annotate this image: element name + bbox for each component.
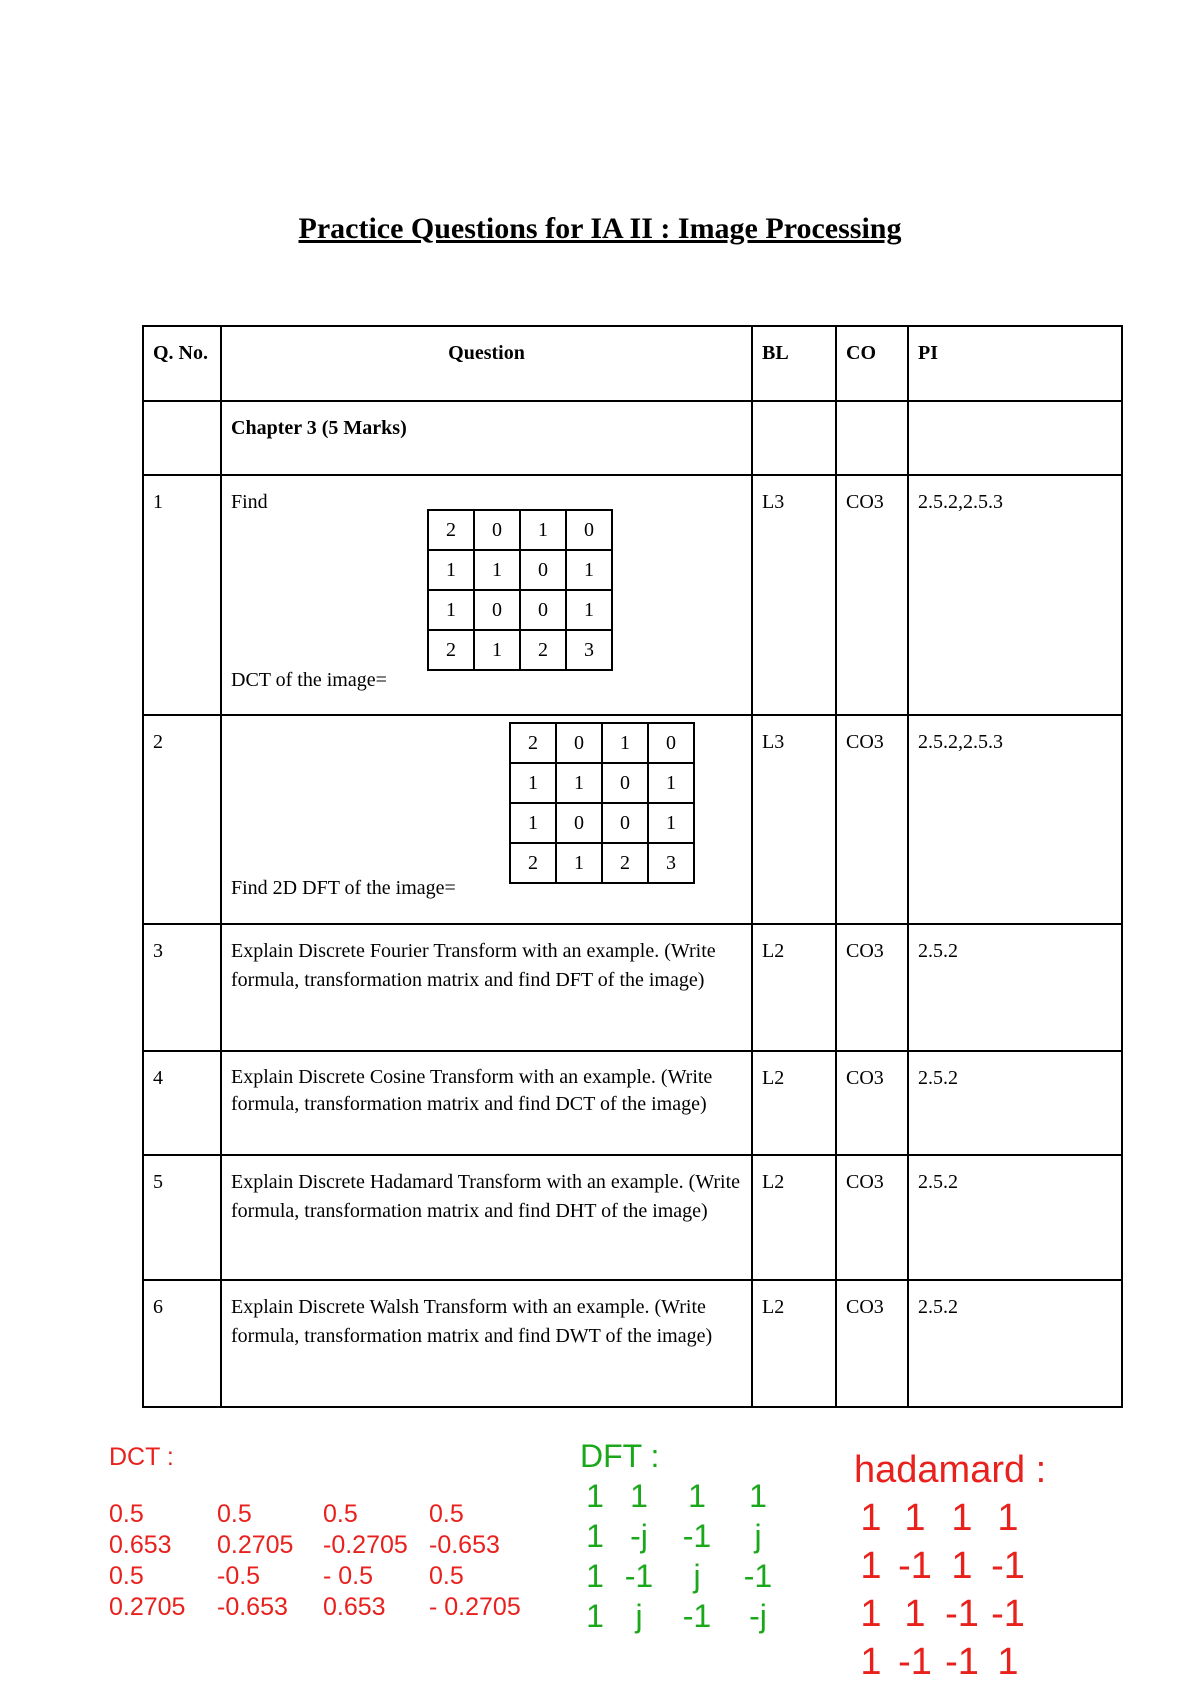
hadamard-row — [854, 1542, 1046, 1590]
hadamard-value: 1 — [997, 1641, 1019, 1683]
hadamard-row — [854, 1590, 1046, 1638]
q-pi: 2.5.2 — [908, 1280, 1122, 1407]
chapter-row — [143, 401, 1122, 475]
hadamard-value: 1 — [904, 1497, 926, 1539]
dft-answer-note — [580, 1436, 790, 1636]
q-pi: 2.5.2 — [908, 1155, 1122, 1280]
matrix-cell: 0 — [474, 590, 520, 630]
page-title: Practice Questions for IA II : Image Processing — [298, 212, 902, 245]
matrix-cell: 0 — [520, 590, 566, 630]
hadamard-value: 1 — [860, 1497, 882, 1539]
matrix-row — [428, 630, 612, 670]
dct-value: - 0.5 — [323, 1562, 374, 1590]
matrix-cell: 0 — [474, 510, 520, 550]
dct-value: - 0.2705 — [429, 1593, 521, 1621]
dft-value: -j — [630, 1518, 648, 1554]
hadamard-value: -1 — [945, 1593, 979, 1635]
dct-label: DCT : — [109, 1443, 174, 1471]
dft-label: DFT : — [580, 1438, 660, 1474]
dft-value: 1 — [586, 1598, 604, 1634]
table-row — [143, 1051, 1122, 1155]
header-bl: BL — [752, 326, 836, 401]
header-pi: PI — [908, 326, 1122, 401]
q-text: Explain Discrete Walsh Transform with an example. (Write formula, transformation matrix and find DWT of the image) — [221, 1280, 752, 1407]
matrix-cell: 0 — [602, 763, 648, 803]
header-row — [143, 326, 1122, 401]
dct-value: -0.653 — [217, 1593, 288, 1621]
q-co: CO3 — [836, 1051, 908, 1155]
matrix-cell: 2 — [510, 843, 556, 883]
table-row — [143, 1155, 1122, 1280]
hadamard-label: hadamard : — [854, 1449, 1047, 1491]
hadamard-value: -1 — [991, 1593, 1025, 1635]
dft-value: 1 — [749, 1478, 767, 1514]
dft-value: 1 — [688, 1478, 706, 1514]
q-number: 3 — [143, 924, 221, 1051]
hadamard-matrix — [854, 1494, 1046, 1686]
dft-value: j — [754, 1518, 762, 1554]
dft-row — [580, 1516, 790, 1556]
dct-value: 0.5 — [429, 1500, 464, 1528]
dct-row — [109, 1530, 539, 1561]
dct-value: 0.2705 — [217, 1531, 294, 1559]
questions-table — [142, 325, 1123, 1408]
q-text-bottom: Find 2D DFT of the image= — [231, 877, 456, 899]
matrix-cell: 1 — [474, 630, 520, 670]
matrix-cell: 0 — [602, 803, 648, 843]
dft-value: -1 — [743, 1558, 773, 1594]
dct-value: 0.653 — [109, 1531, 172, 1559]
q-text-top: Find — [231, 491, 268, 513]
matrix-cell: 3 — [648, 843, 694, 883]
q-co: CO3 — [836, 475, 908, 715]
q-co: CO3 — [836, 1280, 908, 1407]
dct-value: -0.5 — [217, 1562, 261, 1590]
matrix-cell: 1 — [510, 763, 556, 803]
hadamard-row — [854, 1638, 1046, 1686]
matrix-cell: 1 — [648, 803, 694, 843]
q-pi: 2.5.2 — [908, 1051, 1122, 1155]
hadamard-row — [854, 1494, 1046, 1542]
matrix-cell: 1 — [474, 550, 520, 590]
dct-answer-note — [109, 1442, 539, 1623]
matrix-row — [510, 843, 694, 883]
q-bl: L2 — [752, 1280, 836, 1407]
hadamard-value: 1 — [951, 1545, 973, 1587]
hadamard-value: 1 — [860, 1593, 882, 1635]
dct-value: 0.5 — [217, 1500, 252, 1528]
q-co: CO3 — [836, 1155, 908, 1280]
matrix-cell: 2 — [510, 723, 556, 763]
dct-row — [109, 1499, 539, 1530]
q-bl: L3 — [752, 475, 836, 715]
table-row — [143, 475, 1122, 715]
hadamard-value: 1 — [860, 1545, 882, 1587]
matrix-cell: 1 — [556, 763, 602, 803]
hadamard-answer-note — [854, 1446, 1046, 1686]
q-pi: 2.5.2,2.5.3 — [908, 715, 1122, 924]
matrix-cell: 1 — [602, 723, 648, 763]
matrix-cell: 1 — [510, 803, 556, 843]
dct-value: 0.2705 — [109, 1593, 186, 1621]
dft-value: j — [693, 1558, 701, 1594]
q-bl: L2 — [752, 1155, 836, 1280]
dct-value: 0.5 — [109, 1562, 144, 1590]
matrix-cell: 2 — [428, 510, 474, 550]
dct-row — [109, 1561, 539, 1592]
hadamard-value: -1 — [945, 1641, 979, 1683]
hadamard-value: 1 — [860, 1641, 882, 1683]
dft-value: 1 — [586, 1558, 604, 1594]
hadamard-value: -1 — [898, 1641, 932, 1683]
dct-value: 0.5 — [109, 1500, 144, 1528]
q-text-bottom: DCT of the image= — [231, 669, 387, 691]
hadamard-value: 1 — [951, 1497, 973, 1539]
hadamard-value: -1 — [991, 1545, 1025, 1587]
matrix-row — [510, 723, 694, 763]
matrix-cell: 2 — [602, 843, 648, 883]
matrix-cell: 1 — [556, 843, 602, 883]
dft-value: -1 — [682, 1518, 712, 1554]
q-text: Explain Discrete Fourier Transform with an example. (Write formula, transformation matrix and find DFT of the image) — [221, 924, 752, 1051]
image-matrix — [427, 509, 613, 671]
matrix-row — [428, 550, 612, 590]
dft-value: -j — [749, 1598, 767, 1634]
q-number: 5 — [143, 1155, 221, 1280]
dct-value: 0.5 — [429, 1562, 464, 1590]
dct-matrix — [109, 1499, 539, 1623]
matrix-cell: 1 — [428, 590, 474, 630]
dft-row — [580, 1596, 790, 1636]
dft-value: 1 — [586, 1478, 604, 1514]
matrix-row — [510, 803, 694, 843]
dct-value: -0.653 — [429, 1531, 500, 1559]
q-number: 2 — [143, 715, 221, 924]
q-number: 4 — [143, 1051, 221, 1155]
matrix-cell: 1 — [428, 550, 474, 590]
chapter-heading: Chapter 3 (5 Marks) — [221, 401, 752, 475]
dft-value: -1 — [624, 1558, 654, 1594]
q-pi: 2.5.2 — [908, 924, 1122, 1051]
q-text: Explain Discrete Hadamard Transform with an example. (Write formula, transformation matrix and find DHT of the image) — [221, 1155, 752, 1280]
matrix-cell: 3 — [566, 630, 612, 670]
hadamard-value: 1 — [997, 1497, 1019, 1539]
table-row — [143, 1280, 1122, 1407]
q-text — [221, 715, 752, 924]
q-text — [221, 475, 752, 715]
matrix-cell: 2 — [520, 630, 566, 670]
dft-row — [580, 1476, 790, 1516]
matrix-cell: 1 — [566, 550, 612, 590]
matrix-cell: 0 — [556, 723, 602, 763]
q-number: 6 — [143, 1280, 221, 1407]
table-row — [143, 715, 1122, 924]
dft-matrix — [580, 1476, 790, 1636]
matrix-cell: 1 — [520, 510, 566, 550]
dft-value: 1 — [630, 1478, 648, 1514]
hadamard-value: -1 — [898, 1545, 932, 1587]
dft-row — [580, 1556, 790, 1596]
image-matrix — [509, 722, 695, 884]
matrix-cell: 0 — [520, 550, 566, 590]
matrix-cell: 0 — [556, 803, 602, 843]
q-co: CO3 — [836, 924, 908, 1051]
dft-value: -1 — [682, 1598, 712, 1634]
header-co: CO — [836, 326, 908, 401]
q-bl: L2 — [752, 924, 836, 1051]
header-question: Question — [221, 326, 752, 401]
dft-value: 1 — [586, 1518, 604, 1554]
q-co: CO3 — [836, 715, 908, 924]
q-bl: L2 — [752, 1051, 836, 1155]
dct-row — [109, 1592, 539, 1623]
matrix-cell: 0 — [566, 510, 612, 550]
matrix-row — [510, 763, 694, 803]
matrix-cell: 1 — [648, 763, 694, 803]
matrix-cell: 1 — [566, 590, 612, 630]
header-qno: Q. No. — [143, 326, 221, 401]
dft-value: j — [635, 1598, 643, 1634]
matrix-cell: 0 — [648, 723, 694, 763]
q-number: 1 — [143, 475, 221, 715]
matrix-row — [428, 590, 612, 630]
dct-value: 0.653 — [323, 1593, 386, 1621]
matrix-row — [428, 510, 612, 550]
q-pi: 2.5.2,2.5.3 — [908, 475, 1122, 715]
hadamard-value: 1 — [904, 1593, 926, 1635]
q-text: Explain Discrete Cosine Transform with an example. (Write formula, transformation matrix and find DCT of the image) — [221, 1051, 752, 1155]
dct-value: 0.5 — [323, 1500, 358, 1528]
matrix-cell: 2 — [428, 630, 474, 670]
table-row — [143, 924, 1122, 1051]
q-bl: L3 — [752, 715, 836, 924]
dct-value: -0.2705 — [323, 1531, 408, 1559]
